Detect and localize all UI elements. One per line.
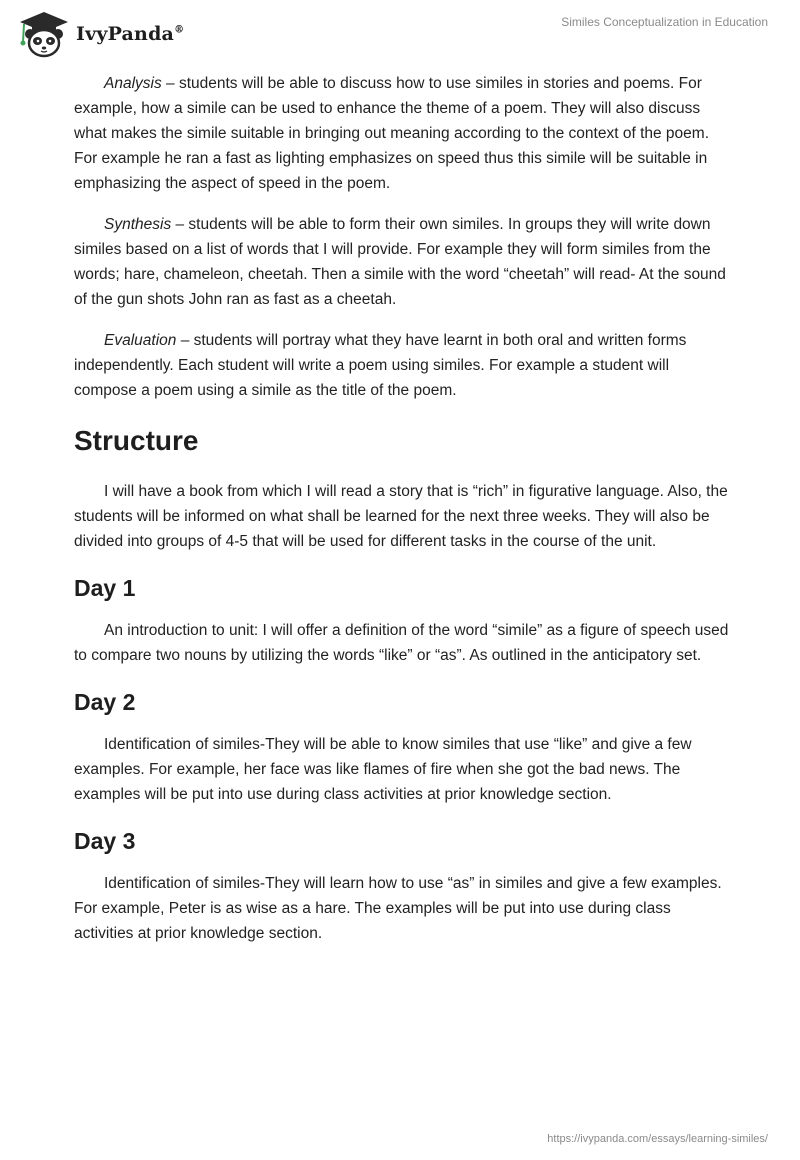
analysis-text: – students will be able to discuss how to use similes in stories and poems. For example, how a simile can be used to enhance the theme of a poem. They will also discuss what makes the simile suitable in bringing out meaning according to the context of the poem. For example he ran a fast as lighting emphasizes on speed thus this simile will be suitable in emphasizing the aspect of speed in the poem. — [74, 75, 710, 192]
evaluation-paragraph — [74, 328, 734, 403]
synthesis-text: – students will be able to form their own similes. In groups they will write down similes based on a list of words that I will provide. For example they will form similes from the words; hare, chameleon, cheetah. Then a simile with the word “cheetah” will read- At the sound of the gun shots John ran as fast as a cheetah. — [74, 216, 726, 308]
structure-heading: Structure — [74, 425, 199, 456]
day3-heading: Day 3 — [74, 828, 136, 854]
logo-text: IvyPanda® — [76, 23, 185, 45]
synthesis-label: Synthesis — [104, 216, 172, 233]
evaluation-label: Evaluation — [104, 332, 177, 349]
source-url-link[interactable]: https://ivypanda.com/essays/learning-similes/ — [547, 1133, 768, 1145]
analysis-paragraph — [74, 71, 734, 196]
day2-heading: Day 2 — [74, 689, 136, 715]
day1-paragraph: An introduction to unit: I will offer a definition of the word “simile” as a figure of speech used to compare two nouns by utilizing the words “like” or “as”. As outlined in the anticipatory set. — [74, 622, 729, 664]
page-header — [0, 0, 800, 64]
day1-heading: Day 1 — [74, 575, 136, 601]
structure-paragraph: I will have a book from which I will read a story that is “rich” in figurative language. Also, the students will be informed on what shall be learned for the next three weeks. They will also be divided into groups of 4-5 that will be used for different tasks in the course of the unit. — [74, 483, 728, 550]
day3-paragraph: Identification of similes-They will learn how to use “as” in similes and give a few examples. For example, Peter is as wise as a hare. The examples will be put into use during class activities at prior knowledge section. — [74, 875, 722, 942]
essay-content — [74, 71, 734, 962]
analysis-label: Analysis — [104, 75, 162, 92]
ivypanda-logo[interactable] — [14, 10, 184, 58]
document-title: Similes Conceptualization in Education — [561, 15, 768, 29]
synthesis-paragraph — [74, 212, 734, 312]
day2-paragraph: Identification of similes-They will be able to know similes that use “like” and give a few examples. For example, her face was like flames of fire when she got the bad news. The examples will be put into use during class activities at prior knowledge section. — [74, 736, 692, 803]
panda-graduate-icon — [14, 10, 72, 58]
evaluation-text: – students will portray what they have learnt in both oral and written forms independently. Each student will write a poem using similes. For example a student will compose a poem using a simile as the title of the poem. — [74, 332, 687, 399]
